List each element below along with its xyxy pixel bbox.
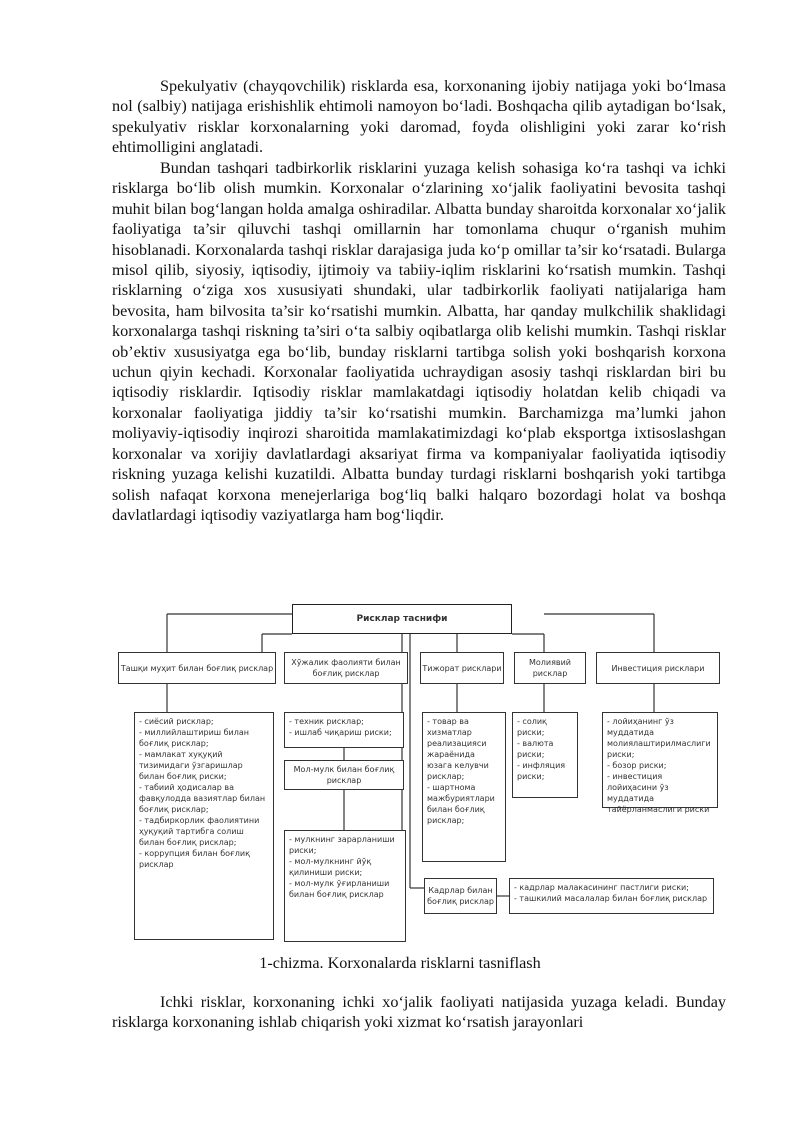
detail-personnel-risks: - кадрлар малакасининг пастлиги риски; - ташкилий масалалар билан боғлиқ рисклар bbox=[509, 878, 714, 914]
detail-economic-risks: - техник рисклар; - ишлаб чиқариш риски; bbox=[284, 712, 404, 748]
detail-financial-risks: - солиқ риски; - валюта риски; - инфляция риски; bbox=[512, 712, 578, 798]
paragraph-external-risks: Bundan tashqari tadbirkorlik risklarini yuzaga kelish sohasiga ko‘ra tashqi va ichki risklarga bo‘lib olish mumkin. Korxonalar o‘zlarining xo‘jalik faoliyatini bevosita tashqi muhit bilan bog‘langan holda amalga oshiradilar. Albatta bunday sharoitda korxonalar xo‘jalik faoliyatiga ta’sir qiluvchi tashqi omillarnin har tomonlama chuqur o‘rganish muhim hisoblanadi. Korxonalarda tashqi risklar darajasiga juda ko‘p omillar ta’sir ko‘rsatadi. Bularga misol qilib, siyosiy, iqtisodiy, ijtimoiy va tabiiy-iqlim risklarini ko‘rsatish mumkin. Tashqi risklarning o‘ziga xos xususiyati shundaki, ular tadbirkorlik faoliyati natijalariga ham bevosita, ham bilvosita ta’sir ko‘rsatishi mumkin. Albatta, har qanday mulkchilik shaklidagi korxonalarga tashqi riskning ta’siri o‘ta salbiy oqibatlarga olib kelishi mumkin. Tashqi risklar ob’ektiv xususiyatga ega bo‘lib, bunday risklarni tartibga solish yoki boshqarish korxona uchun qiyin kechadi. Korxonalar faoliyatida uchraydigan asosiy tashqi risklardan biri bu iqtisodiy risklardir. Iqtisodiy risklar mamlakatdagi iqtisodiy holatdan kelib chiqadi va korxonalar faoliyatiga jiddiy ta’sir ko‘rsatishi mumkin. Barchamizga ma’lumki jahon moliyaviy-iqtisodiy inqirozi sharoitida mamlakatimizdagi ko‘plab eksportga ixtisoslashgan korxonalar va xorijiy davlatlardagi aksariyat firma va kompaniyalar faoliyatida iqtisodiy riskning yuzaga kelishi kuzatildi. Albatta bunday turdagi risklarni boshqarish yoki tartibga solish nafaqat korxona menejerlariga bog‘liq balki halqaro bozordagi holat va boshqa davlatlardagi iqtisodiy vaziyatlarga ham bog‘liqdir. bbox=[112, 159, 726, 524]
risk-classification-diagram bbox=[112, 600, 732, 946]
paragraph-internal-risks: Ichki risklar, korxonaning ichki xo‘jalik faoliyati natijasida yuzaga keladi. Bunday risklarga korxonaning ishlab chiqarish yoki xizmat ko‘rsatish jarayonlari bbox=[112, 993, 726, 1032]
header-commercial-risks: Тижорат рисклари bbox=[420, 652, 504, 684]
header-investment-risks: Инвестиция рисклари bbox=[596, 652, 720, 684]
figure-caption: 1-chizma. Korxonalarda risklarni tasniflash bbox=[259, 954, 541, 972]
detail-external-risks: - сиёсий рисклар; - миллийлаштириш билан боғлиқ рисклар; - мамлакат хуқуқий тизимидаги ўзгаришлар билан боғлиқ риски; - табиий ҳодисалар ва фавқулодда вазиятлар билан боғлиқ рисклар; - тадбиркорлик фаолиятини ҳуқуқий тартибга солиш билан боғлиқ рисклар; - коррупция билан боғлиқ рисклар bbox=[134, 712, 274, 940]
header-economic-risks: Хўжалик фаолияти билан боғлиқ рисклар bbox=[284, 652, 408, 684]
personnel-risks-box: Кадрлар билан боғлиқ рисклар bbox=[424, 878, 497, 914]
header-financial-risks: Молиявий рисклар bbox=[514, 652, 586, 684]
property-risks-box: Мол-мулк билан боғлиқ рисклар bbox=[284, 760, 404, 790]
detail-investment-risks: - лойиҳанинг ўз муддатида молиялаштирилмаслиги риски; - бозор риски; - инвестиция лойиҳасини ўз муддатида тайёрланмаслиги риски bbox=[602, 712, 718, 808]
detail-property-risks: - мулкнинг зарарланиши риски; - мол-мулкнинг йўқ қилиниши риски; - мол-мулк ўғирланиши билан боғлиқ рисклар bbox=[284, 830, 406, 942]
paragraph-speculative-risks: Spekulyativ (chayqovchilik) risklarda esa, korxonaning ijobiy natijaga yoki bo‘lmasa nol (salbiy) natijaga erishishlik ehtimoli namoyon bo‘ladi. Boshqacha qilib aytadigan bo‘lsak, spekulyativ risklar korxonalarning yoki daromad, foyda olishligini yoki zarar ko‘rish ehtimolligini anglatadi. bbox=[112, 77, 726, 157]
diagram-title-box: Рисклар таснифи bbox=[292, 604, 512, 634]
header-external-risks: Ташқи муҳит билан боғлиқ рисклар bbox=[118, 652, 276, 684]
detail-commercial-risks: - товар ва хизматлар реализацияси жараёнида юзага келувчи рисклар; - шартнома мажбуриятлари билан боғлиқ рисклар; bbox=[422, 712, 506, 862]
